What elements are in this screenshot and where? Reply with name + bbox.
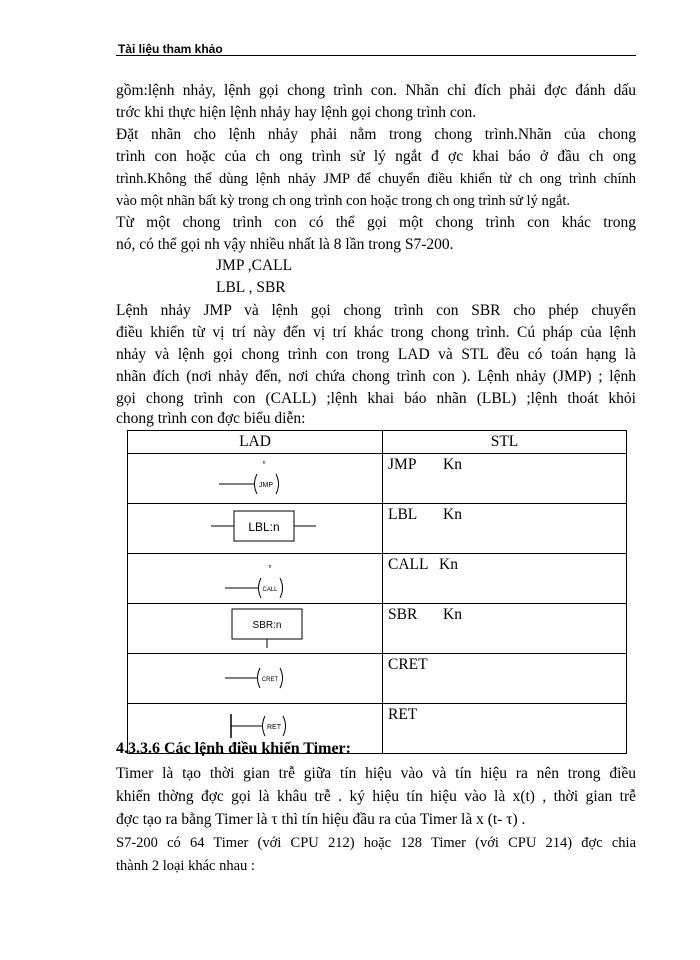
code-line-jmp-call: JMP ,CALL bbox=[216, 257, 293, 274]
call-label-n: n bbox=[268, 564, 272, 570]
paragraph-line: nó, có thể gọi nh vậy nhiều nhất là 8 lần trong S7-200. bbox=[116, 236, 454, 253]
table-row bbox=[128, 604, 627, 654]
paragraph-line: điều khiển từ vị trí này đến vị trí khác trong chong trình. Cú pháp của lệnh bbox=[116, 324, 636, 341]
stl-arg: Kn bbox=[443, 506, 462, 523]
paragraph-line: Từ một chong trình con có thể gọi một chong trình con khác trong bbox=[116, 214, 636, 231]
stl-op: LBL bbox=[388, 506, 418, 523]
ret-coil-label: RET bbox=[267, 724, 281, 731]
stl-cell bbox=[383, 704, 627, 754]
stl-cell bbox=[383, 554, 627, 604]
cret-coil-symbol bbox=[128, 654, 382, 698]
paragraph-line: trớc khi thực hiện lệnh nhảy hay lệnh gọi chong trình con. bbox=[116, 104, 477, 121]
paragraph-line: gồm:lệnh nhảy, lệnh gọi chong trình con. Nhãn chỉ đích phải đợc đánh dấu bbox=[116, 82, 636, 99]
paragraph-line: trình con hoặc của ch ong trình sử lý ngắt đ ợc khai báo ở đầu ch ong bbox=[116, 148, 636, 165]
stl-arg: Kn bbox=[439, 556, 458, 573]
table-header-row bbox=[128, 431, 627, 454]
stl-arg: Kn bbox=[443, 456, 462, 473]
lad-cell bbox=[128, 654, 383, 704]
jmp-coil-symbol bbox=[128, 454, 382, 498]
paragraph-line: khiển thờng đợc gọi là khâu trễ . ký hiệu tín hiệu vào là x(t) , thời gian trễ bbox=[116, 788, 636, 805]
jmp-coil-label: JMP bbox=[259, 482, 273, 489]
paragraph-line: Timer là tạo thời gian trễ giữa tín hiệu vào và tín hiệu ra nên trong điều bbox=[116, 765, 636, 782]
stl-op: CRET bbox=[388, 656, 428, 673]
paragraph-line: nhãn đích (nơi nhảy đến, nơi chứa chong trình con ). Lệnh nhảy (JMP) ; lệnh bbox=[116, 368, 636, 385]
call-coil-symbol bbox=[128, 554, 382, 598]
stl-cell bbox=[383, 604, 627, 654]
paragraph-line: thành 2 loại khác nhau : bbox=[116, 858, 255, 874]
paragraph-line: Đặt nhãn cho lệnh nhảy phải nằm trong chong trình.Nhãn của chong bbox=[116, 126, 636, 143]
paragraph-line: trình.Không thể dùng lệnh nhảy JMP để chuyển điều khiển từ ch ong trình chính bbox=[116, 171, 636, 187]
paragraph-line: vào một nhãn bất kỳ trong ch ong trình con hoặc trong ch ong trình sử lý ngắt. bbox=[116, 193, 571, 209]
stl-column-header: STL bbox=[383, 431, 627, 454]
call-coil-label: CALL bbox=[262, 587, 278, 593]
lbl-box-label: LBL:n bbox=[248, 520, 280, 534]
section-heading: 4.3.3.6 Các lệnh điều khiển Timer: bbox=[116, 740, 351, 757]
table-row bbox=[128, 454, 627, 504]
sbr-box-symbol bbox=[128, 604, 382, 648]
jmp-label-n: n bbox=[262, 460, 266, 466]
stl-cell bbox=[383, 504, 627, 554]
stl-cell bbox=[383, 454, 627, 504]
stl-op: SBR bbox=[388, 606, 418, 623]
table-row bbox=[128, 554, 627, 604]
stl-arg: Kn bbox=[443, 606, 462, 623]
lad-cell bbox=[128, 504, 383, 554]
lad-cell bbox=[128, 454, 383, 504]
table-row bbox=[128, 504, 627, 554]
stl-cell bbox=[383, 654, 627, 704]
stl-op: CALL bbox=[388, 556, 429, 573]
lad-stl-table bbox=[127, 430, 627, 754]
paragraph-line: S7-200 có 64 Timer (với CPU 212) hoặc 128 Timer (với CPU 214) đợc chia bbox=[116, 835, 636, 851]
page-header-title: Tài liệu tham khảo bbox=[118, 42, 223, 56]
header-divider bbox=[116, 55, 636, 56]
lbl-box-symbol bbox=[128, 504, 382, 548]
paragraph-line: đợc tạo ra bằng Timer là τ thì tín hiệu đầu ra của Timer là x (t- τ) . bbox=[116, 811, 526, 828]
paragraph-line: nhảy và lệnh gọi chong trình con trong LAD và STL đều có toán hạng là bbox=[116, 346, 636, 363]
lad-cell bbox=[128, 554, 383, 604]
table-row bbox=[128, 654, 627, 704]
code-line-lbl-sbr: LBL , SBR bbox=[216, 279, 286, 296]
paragraph-line: Lệnh nhảy JMP và lệnh gọi chong trình con SBR cho phép chuyển bbox=[116, 302, 636, 319]
lad-cell bbox=[128, 604, 383, 654]
stl-op: JMP bbox=[388, 456, 417, 473]
lad-column-header: LAD bbox=[128, 431, 383, 454]
sbr-box-label: SBR:n bbox=[252, 620, 282, 631]
cret-coil-label: CRET bbox=[261, 677, 279, 683]
paragraph-line: chong trình con đợc biểu diễn: bbox=[116, 410, 306, 427]
stl-op: RET bbox=[388, 706, 418, 723]
paragraph-line: gọi chong trình con (CALL) ;lệnh khai báo nhãn (LBL) ;lệnh thoát khỏi bbox=[116, 390, 636, 407]
